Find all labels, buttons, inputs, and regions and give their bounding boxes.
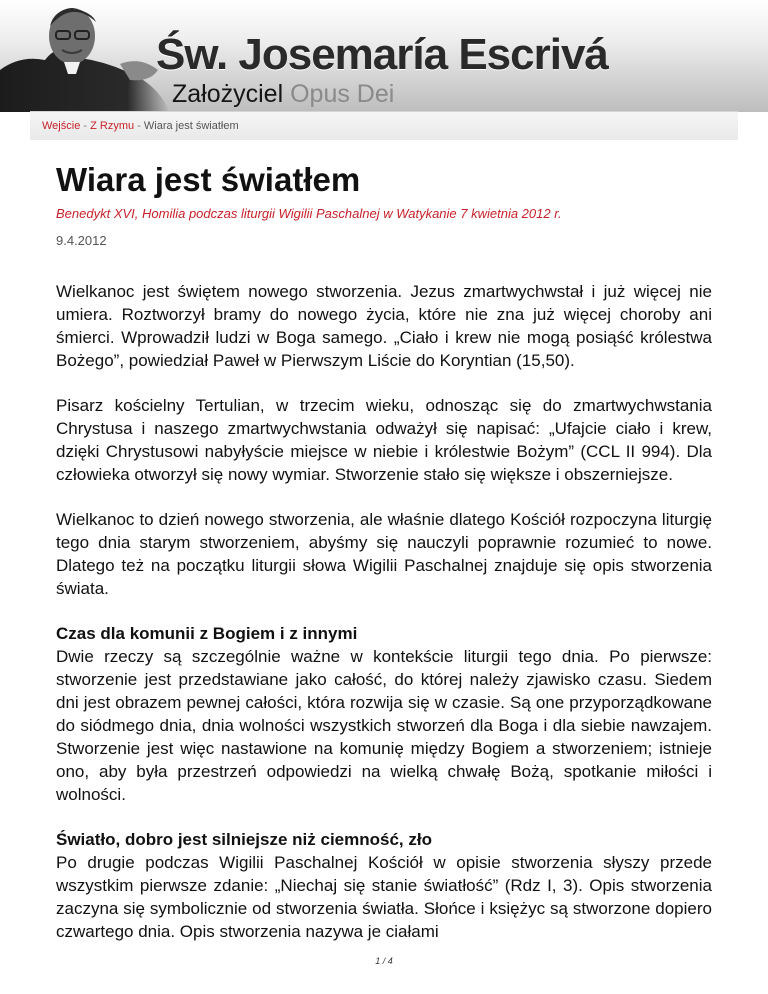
portrait-icon [0,0,170,112]
breadcrumb-home-link[interactable]: Wejście [42,120,81,132]
breadcrumb-current: Wiara jest światłem [143,120,239,132]
breadcrumb-separator: - [80,120,91,132]
paragraph: Dwie rzeczy są szczególnie ważne w kontekście liturgii tego dnia. Po pierwsze: stworzenie jest przedstawiane jako całość, do której należy zjawisko czasu. Siedem dni jest obrazem pewnej całości, która rozwija się w czasie. Są one przyporządkowane do siódmego dnia, dnia wolności wszystkich stworzeń dla Boga i dla siebie nawzajem. Stworzenie jest więc nastawione na komunię między Bogiem a stworzeniem; istnieje ono, aby była przestrzeń odpowiedzi na wielką chwałę Bożą, spotkanie miłości i wolności. [56,647,712,804]
site-subtitle-main: Założyciel [172,80,284,108]
site-subtitle [172,80,394,109]
section-heading: Światło, dobro jest silniejsze niż ciemność, zło [56,830,432,849]
breadcrumb-section-link[interactable]: Z Rzymu [90,120,135,132]
section-heading: Czas dla komunii z Bogiem i z innymi [56,624,358,643]
breadcrumb [30,111,738,140]
page-number: 1 / 4 [375,956,393,966]
paragraph: Po drugie podczas Wigilii Paschalnej Kościół w opisie stworzenia słyszy przede wszystkim pierwsze zdanie: „Niechaj się stanie światłość” (Rdz I, 3). Opis stworzenia zaczyna się symbolicznie od stworzenia światła. Słońce i księżyc są stworzone dopiero czwartego dnia. Opis stworzenia nazywa je ciałami [56,853,712,941]
article [56,160,712,943]
paragraph: Wielkanoc to dzień nowego stworzenia, ale właśnie dlatego Kościół rozpoczyna liturgię tego dnia starym stworzeniem, abyśmy się nauczyli poprawnie rozumieć to nowe. Dlatego też na początku liturgii słowa Wigilii Paschalnej znajduje się opis stworzenia świata. [56,510,712,598]
paragraph: Wielkanoc jest świętem nowego stworzenia. Jezus zmartwychwstał i już więcej nie umiera. Roztworzył bramy do nowego życia, które nie zna już więcej choroby ani śmierci. Wprowadził ludzi w Boga samego. „Ciało i krew nie mogą posiąść królestwa Bożego”, powiedział Paweł w Pierwszym Liście do Koryntian (15,50). [56,282,712,370]
paragraph: Pisarz kościelny Tertulian, w trzecim wieku, odnosząc się do zmartwychwstania Chrystusa i naszego zmartwychwstania odważył się napisać: „Ufajcie ciało i krew, dzięki Chrystusowi nabyłyście miejsce w niebie i królestwie Bożym” (CCL II 994). Dla człowieka otworzył się nowy wymiar. Stworzenie stało się większe i obszerniejsze. [56,396,712,484]
article-date: 9.4.2012 [56,233,107,248]
site-subtitle-org: Opus Dei [283,80,395,108]
article-source: Benedykt XVI, Homilia podczas liturgii Wigilii Paschalnej w Watykanie 7 kwietnia 2012 r. [56,206,562,221]
article-title: Wiara jest światłem [56,161,361,198]
breadcrumb-separator: - [134,120,144,132]
site-title: Św. Josemaría Escrivá [156,30,608,79]
header-banner [0,0,768,112]
